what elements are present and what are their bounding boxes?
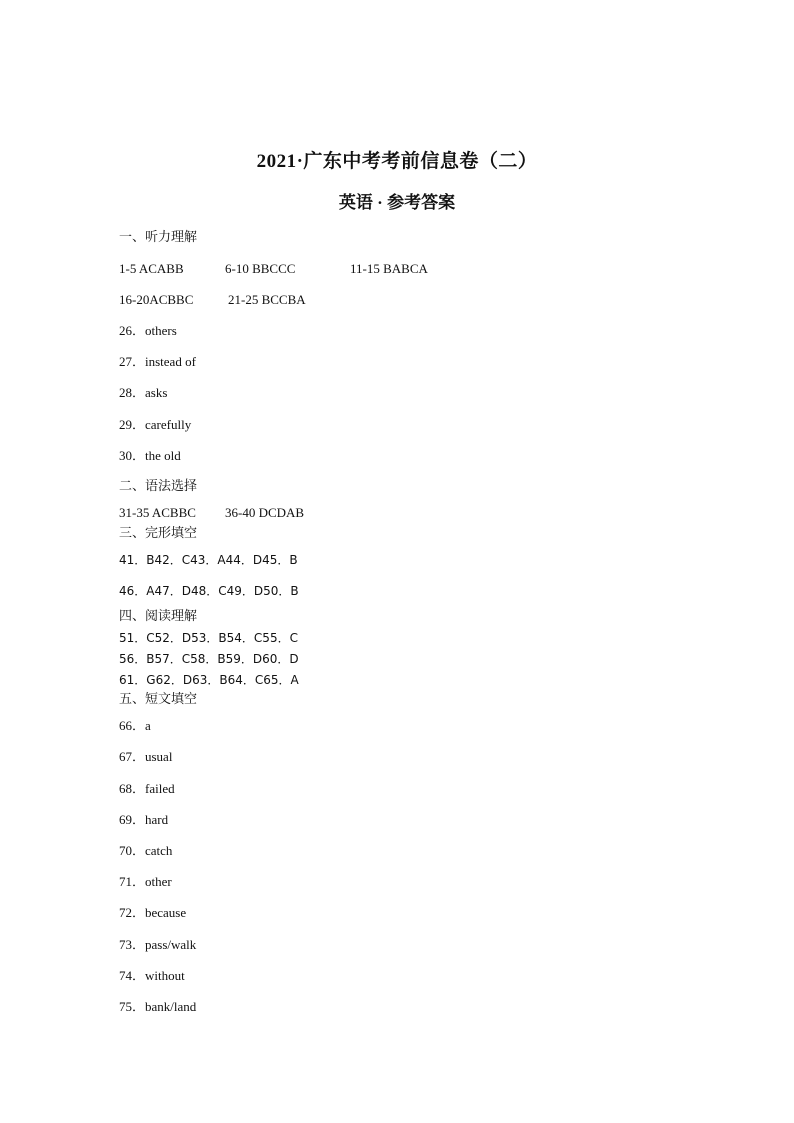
answer-group: 1-5 ACABB: [119, 261, 184, 276]
cloze-answers-row-2: 46．A47．D48．C49．D50．B: [119, 584, 299, 598]
list-item: 26．others: [119, 323, 177, 338]
answer-group: 6-10 BBCCC: [225, 261, 296, 276]
section-heading-cloze: 三、完形填空: [119, 526, 198, 541]
section-heading-listening: 一、听力理解: [119, 230, 198, 245]
listening-answers-row-2: [119, 292, 519, 308]
page-title: 2021·广东中考考前信息卷（二）: [256, 151, 538, 172]
list-item: 67．usual: [119, 749, 173, 764]
list-item: 73．pass/walk: [119, 937, 197, 952]
list-item: 27．instead of: [119, 354, 196, 369]
list-item: 68．failed: [119, 781, 175, 796]
reading-answers-row-3: 61．G62．D63．B64．C65．A: [119, 673, 299, 687]
reading-answers-row-1: 51．C52．D53．B54．C55．C: [119, 631, 298, 645]
list-item: 30．the old: [119, 448, 181, 463]
cloze-answers-row-1: 41．B42．C43．A44．D45．B: [119, 553, 298, 567]
answer-group: 11-15 BABCA: [350, 261, 428, 276]
list-item: 66．a: [119, 718, 151, 733]
section-heading-passage-fill: 五、短文填空: [119, 692, 198, 707]
list-item: 29．carefully: [119, 417, 192, 432]
answer-group: 16-20ACBBC: [119, 292, 194, 307]
answer-group: 36-40 DCDAB: [225, 505, 305, 520]
section-heading-reading: 四、阅读理解: [119, 609, 198, 624]
list-item: 28．asks: [119, 385, 168, 400]
list-item: 74．without: [119, 968, 185, 983]
grammar-answers-row-1: [119, 505, 519, 521]
section-heading-grammar: 二、语法选择: [119, 479, 198, 494]
list-item: 69．hard: [119, 812, 169, 827]
reading-answers-row-2: 56．B57．C58．B59．D60．D: [119, 652, 299, 666]
answer-group: 21-25 BCCBA: [228, 292, 306, 307]
listening-answers-row-1: [119, 261, 519, 277]
list-item: 72．because: [119, 905, 187, 920]
list-item: 70．catch: [119, 843, 173, 858]
list-item: 71．other: [119, 874, 172, 889]
answer-group: 31-35 ACBBC: [119, 505, 196, 520]
list-item: 75．bank/land: [119, 999, 197, 1014]
page-subtitle: 英语 · 参考答案: [338, 193, 456, 212]
